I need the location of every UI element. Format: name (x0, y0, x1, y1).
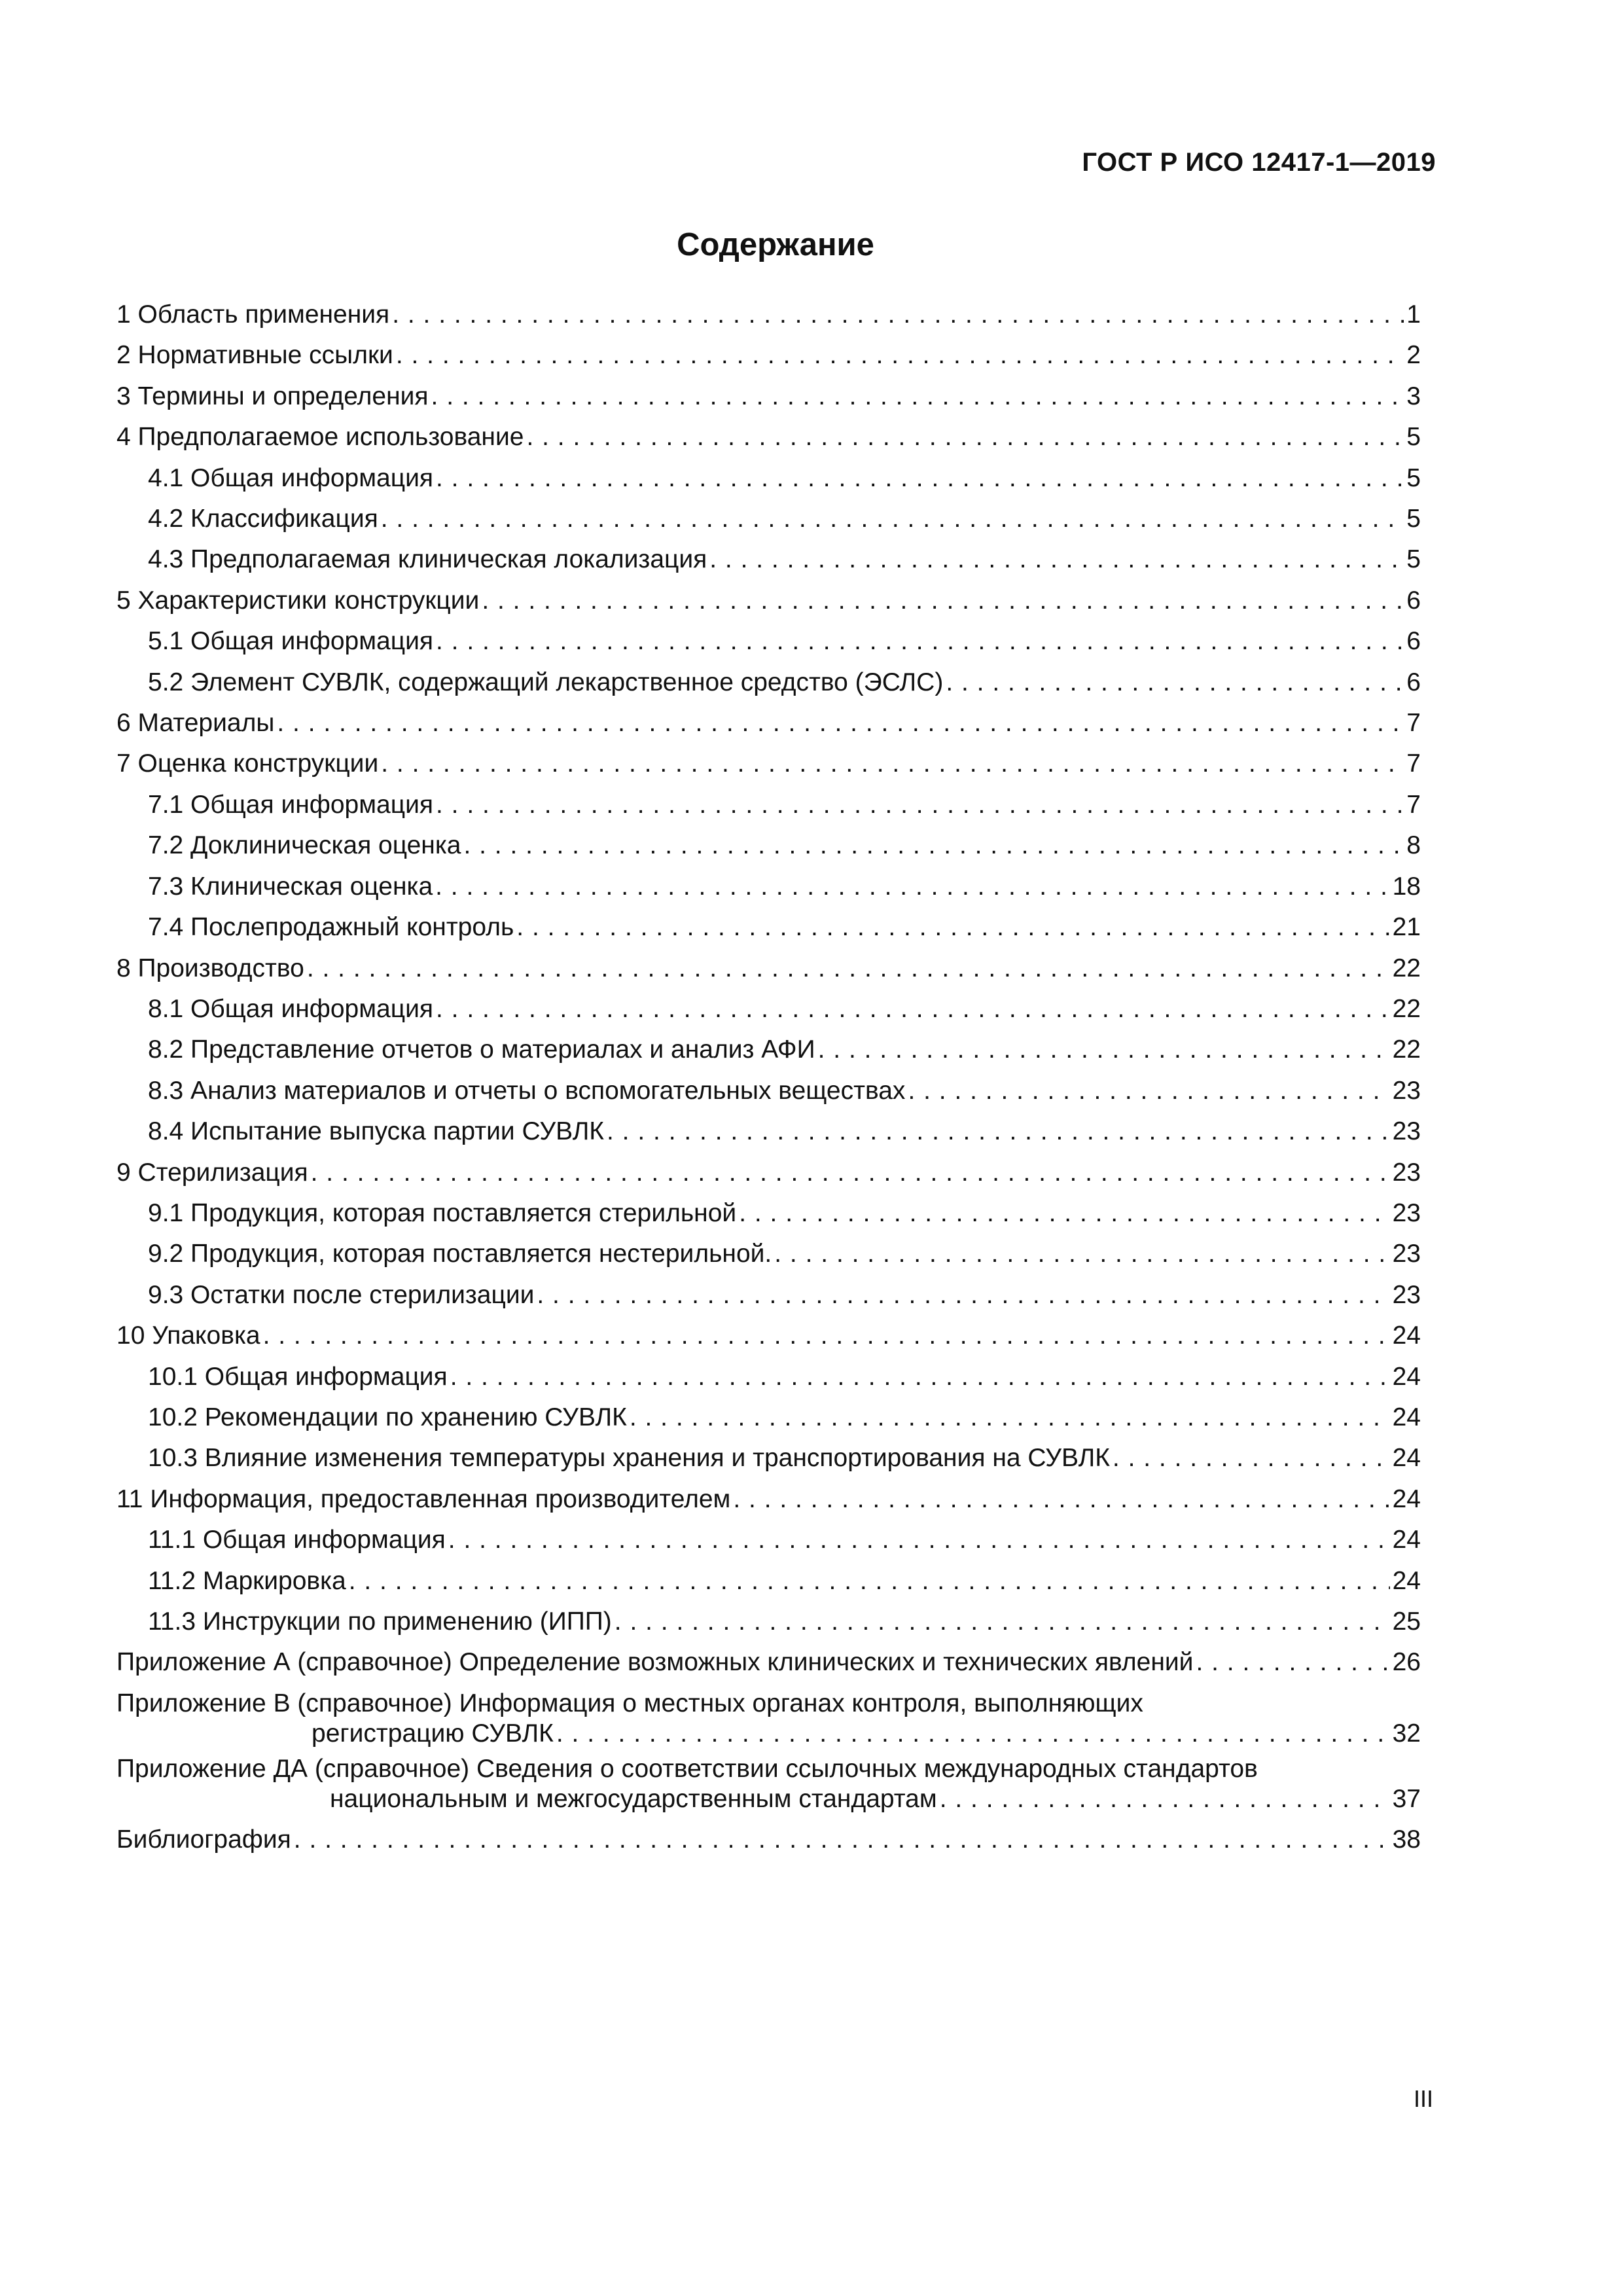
toc-entry-label: 4.3 Предполагаемая клиническая локализация (148, 545, 707, 574)
toc-entry-page: 24 (1392, 1526, 1421, 1554)
toc-entry-label: 7.1 Общая информация (148, 790, 433, 819)
toc-entry-label: 5.2 Элемент СУВЛК, содержащий лекарственное средство (ЭСЛС) (148, 668, 944, 696)
toc-entry[interactable] (116, 1316, 1421, 1356)
toc-entry-label-line2: национальным и межгосударственным стандартам (330, 1784, 937, 1813)
toc-leader (436, 785, 1404, 825)
toc-entry-page: 1 (1406, 300, 1421, 329)
toc-entry[interactable] (116, 1071, 1421, 1111)
toc-entry[interactable] (116, 1030, 1421, 1070)
toc-title: Содержание (677, 227, 874, 262)
toc-leader (526, 417, 1404, 457)
toc-entry-page: 24 (1392, 1362, 1421, 1391)
toc-entry[interactable] (116, 948, 1421, 989)
toc-leader (1113, 1438, 1390, 1479)
toc-leader (435, 867, 1389, 907)
toc-entry-label: 8.3 Анализ материалов и отчеты о вспомогательных веществах (148, 1076, 906, 1105)
toc-entry[interactable] (116, 1193, 1421, 1234)
toc-entry-page: 24 (1392, 1321, 1421, 1350)
toc-entry-label: 11.1 Общая информация (148, 1526, 446, 1554)
toc-entry-page: 23 (1392, 1117, 1421, 1146)
toc-entry[interactable] (116, 1397, 1421, 1438)
toc-leader (940, 1784, 1390, 1814)
toc-entry[interactable] (116, 1820, 1421, 1860)
toc-entry-label: 8 Производство (116, 954, 304, 982)
toc-entry[interactable] (116, 1153, 1421, 1193)
toc-entry-page: 24 (1392, 1403, 1421, 1431)
toc-entry-page: 24 (1392, 1444, 1421, 1473)
toc-entry-label: 1 Область применения (116, 300, 390, 329)
toc-entry-page: 5 (1406, 463, 1421, 492)
toc-entry[interactable] (116, 376, 1421, 417)
toc-entry-page: 23 (1392, 1240, 1421, 1268)
toc-entry-label: 10.3 Влияние изменения температуры хранения и транспортирования на СУВЛК (148, 1444, 1110, 1473)
toc-entry-page: 32 (1392, 1719, 1421, 1748)
toc-leader (630, 1397, 1390, 1438)
toc-leader (392, 295, 1404, 335)
toc-entry[interactable] (116, 1520, 1421, 1560)
toc-entry[interactable] (116, 825, 1421, 866)
toc-leader (436, 621, 1404, 662)
toc-entry-page: 23 (1392, 1198, 1421, 1227)
toc-entry-page: 23 (1392, 1280, 1421, 1309)
toc-entry-appendix-b[interactable] (116, 1689, 1421, 1749)
toc-entry-label: 4.1 Общая информация (148, 463, 433, 492)
toc-entry-page: 5 (1406, 423, 1421, 452)
toc-entry[interactable] (116, 1275, 1421, 1316)
toc-entry-label: 4.2 Классификация (148, 505, 378, 533)
toc-entry-label: Приложение А (справочное) Определение возможных клинических и технических явлений (116, 1648, 1194, 1677)
toc-leader (436, 458, 1404, 499)
toc-leader (908, 1071, 1389, 1111)
toc-entry-label: 9.3 Остатки после стерилизации (148, 1280, 535, 1309)
toc-entry-page: 7 (1406, 790, 1421, 819)
toc-entry[interactable] (116, 417, 1421, 457)
toc-leader (450, 1357, 1390, 1397)
toc-leader (615, 1602, 1390, 1642)
toc-entry-label: 10 Упаковка (116, 1321, 260, 1350)
toc-entry[interactable] (116, 907, 1421, 948)
toc-leader (516, 907, 1389, 948)
toc-entry[interactable] (116, 295, 1421, 335)
toc-entry[interactable] (116, 1561, 1421, 1602)
toc-leader (307, 948, 1390, 989)
toc-entry-label: 6 Материалы (116, 709, 275, 738)
toc-entry-label: 7.4 Послепродажный контроль (148, 913, 514, 942)
toc-leader (311, 1153, 1390, 1193)
toc-entry-page: 21 (1392, 913, 1421, 942)
toc-entry-label: 8.2 Представление отчетов о материалах и анализ АФИ (148, 1035, 815, 1064)
toc-entry-page: 2 (1406, 341, 1421, 370)
table-of-contents (116, 295, 1421, 1860)
toc-entry-label: 7.3 Клиническая оценка (148, 872, 433, 901)
toc-entry-label: 8.4 Испытание выпуска партии СУВЛК (148, 1117, 605, 1146)
toc-entry-page: 24 (1392, 1566, 1421, 1595)
toc-leader (381, 744, 1404, 784)
toc-entry-label-line1: Приложение ДА (справочное) Сведения о соответствии ссылочных международных стандартов (116, 1754, 1258, 1783)
toc-entry-page: 38 (1392, 1825, 1421, 1854)
toc-entry-label: 7.2 Доклиническая оценка (148, 831, 461, 860)
toc-entry[interactable] (116, 989, 1421, 1030)
toc-entry[interactable] (116, 621, 1421, 662)
toc-entry-label: 10.2 Рекомендации по хранению СУВЛК (148, 1403, 627, 1431)
toc-leader (277, 703, 1404, 744)
toc-entry[interactable] (116, 1438, 1421, 1479)
toc-entry[interactable] (116, 335, 1421, 376)
toc-entry-label: Библиография (116, 1825, 291, 1854)
toc-entry[interactable] (116, 785, 1421, 825)
toc-leader (263, 1316, 1390, 1356)
toc-entry[interactable] (116, 1357, 1421, 1397)
toc-entry-page: 6 (1406, 586, 1421, 615)
toc-entry-label: 11.3 Инструкции по применению (ИПП) (148, 1607, 612, 1636)
toc-entry[interactable] (116, 499, 1421, 539)
toc-entry-label: 9.1 Продукция, которая поставляется стерильной (148, 1198, 737, 1227)
toc-entry[interactable] (116, 539, 1421, 580)
toc-entry-label: 4 Предполагаемое использование (116, 423, 524, 452)
toc-leader (436, 989, 1390, 1030)
toc-entry-page: 3 (1406, 382, 1421, 410)
toc-leader (1196, 1642, 1389, 1683)
toc-entry-label: 9 Стерилизация (116, 1158, 308, 1187)
toc-entry-appendix-da[interactable] (116, 1754, 1421, 1814)
toc-entry[interactable] (116, 581, 1421, 621)
toc-leader (556, 1719, 1390, 1749)
toc-leader (463, 825, 1404, 866)
toc-leader (537, 1275, 1389, 1316)
toc-entry[interactable] (116, 703, 1421, 744)
toc-entry-page: 5 (1406, 545, 1421, 574)
toc-entry-page: 6 (1406, 627, 1421, 656)
toc-entry-label: 3 Термины и определения (116, 382, 429, 410)
toc-entry-label: 8.1 Общая информация (148, 994, 433, 1023)
toc-entry[interactable] (116, 662, 1421, 703)
toc-leader (946, 662, 1404, 703)
toc-entry[interactable] (116, 1234, 1421, 1274)
toc-entry-label: 10.1 Общая информация (148, 1362, 448, 1391)
toc-entry-page: 7 (1406, 709, 1421, 738)
toc-entry[interactable] (116, 1602, 1421, 1642)
toc-entry-page: 23 (1392, 1158, 1421, 1187)
toc-entry-label: 9.2 Продукция, которая поставляется нестерильной. (148, 1240, 772, 1268)
toc-entry-page: 22 (1392, 1035, 1421, 1064)
toc-entry-page: 26 (1392, 1648, 1421, 1677)
toc-leader (431, 376, 1404, 417)
toc-entry-label: 5 Характеристики конструкции (116, 586, 480, 615)
toc-entry-page: 22 (1392, 994, 1421, 1023)
toc-leader (349, 1561, 1390, 1602)
toc-entry-page: 5 (1406, 505, 1421, 533)
toc-entry[interactable] (116, 867, 1421, 907)
toc-entry-page: 6 (1406, 668, 1421, 696)
toc-leader (818, 1030, 1390, 1070)
toc-entry-label: 7 Оценка конструкции (116, 749, 379, 778)
toc-entry-page: 18 (1392, 872, 1421, 901)
toc-entry-page: 8 (1406, 831, 1421, 860)
toc-entry-label: 11.2 Маркировка (148, 1566, 346, 1595)
document-code: ГОСТ Р ИСО 12417-1—2019 (1082, 148, 1436, 177)
toc-leader (709, 539, 1404, 580)
toc-entry[interactable] (116, 744, 1421, 784)
toc-entry-label-line1: Приложение В (справочное) Информация о местных органах контроля, выполняющих (116, 1689, 1143, 1717)
page-number: III (1413, 2085, 1433, 2112)
toc-entry-page: 7 (1406, 749, 1421, 778)
toc-entry[interactable] (116, 1479, 1421, 1520)
toc-leader (448, 1520, 1390, 1560)
toc-leader (607, 1111, 1390, 1152)
toc-leader (482, 581, 1404, 621)
toc-entry-page: 22 (1392, 954, 1421, 982)
toc-entry-page: 25 (1392, 1607, 1421, 1636)
toc-entry[interactable] (116, 458, 1421, 499)
toc-entry-label-line2: регистрацию СУВЛК (312, 1719, 554, 1748)
toc-leader (294, 1820, 1390, 1860)
toc-leader (396, 335, 1404, 376)
toc-entry-page: 37 (1392, 1784, 1421, 1813)
toc-leader (733, 1479, 1389, 1520)
toc-entry-label: 5.1 Общая информация (148, 627, 433, 656)
toc-leader (739, 1193, 1389, 1234)
toc-entry-page: 24 (1392, 1484, 1421, 1513)
toc-entry[interactable] (116, 1642, 1421, 1683)
toc-entry-label: 11 Информация, предоставленная производителем (116, 1484, 731, 1513)
toc-leader (381, 499, 1404, 539)
toc-leader (774, 1234, 1389, 1274)
toc-entry-page: 23 (1392, 1076, 1421, 1105)
toc-entry[interactable] (116, 1111, 1421, 1152)
toc-entry-label: 2 Нормативные ссылки (116, 341, 393, 370)
